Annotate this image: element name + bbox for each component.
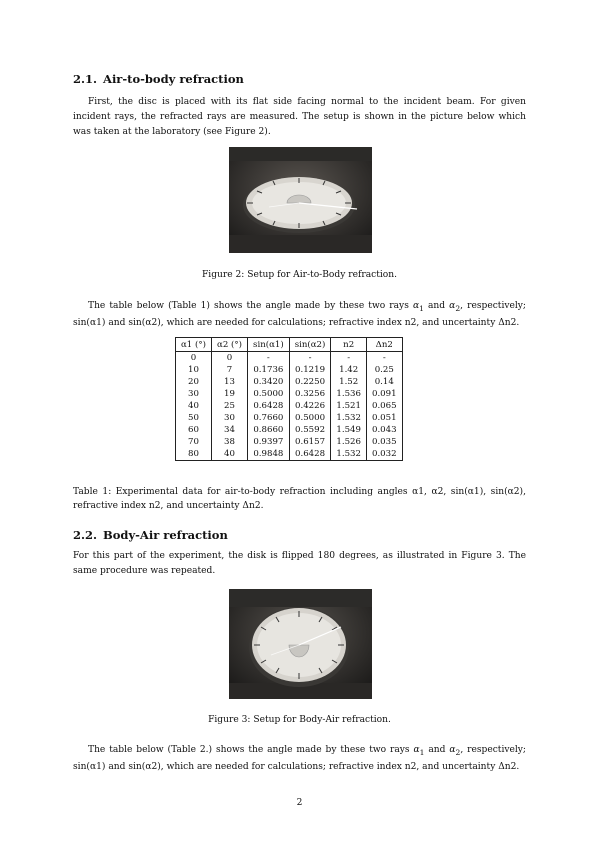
- header-cell: α1 (°): [176, 338, 212, 352]
- table-cell: 0.5000: [289, 412, 331, 424]
- table-cell: 10: [176, 364, 212, 376]
- table-cell: 7: [212, 364, 248, 376]
- table-cell: 0.3420: [248, 376, 290, 388]
- figure-2-caption: Figure 2: Setup for Air-to-Body refraction.: [201, 270, 397, 280]
- header-cell: α2 (°): [212, 338, 248, 352]
- table-header-row: [176, 338, 403, 352]
- table-cell: 13: [212, 376, 248, 388]
- table-cell: -: [248, 352, 290, 365]
- table-cell: -: [331, 352, 367, 365]
- page-number: 2: [296, 798, 303, 808]
- header-cell: n2: [331, 338, 367, 352]
- table-cell: 19: [212, 388, 248, 400]
- section-title: Air-to-body refraction: [103, 72, 244, 86]
- lab-setup-image: [229, 589, 372, 699]
- table-cell: 0.6428: [248, 400, 290, 412]
- table-cell: -: [289, 352, 331, 365]
- table-cell: 30: [212, 412, 248, 424]
- table-cell: 0.4226: [289, 400, 331, 412]
- table-cell: 0.7660: [248, 412, 290, 424]
- table-cell: 0.9397: [248, 436, 290, 448]
- table-cell: 0.091: [366, 388, 402, 400]
- figure-3-photo: [229, 589, 372, 699]
- table-row: [176, 400, 403, 412]
- table-1: [175, 337, 403, 461]
- table-cell: 0.14: [366, 376, 402, 388]
- table-cell: 0.051: [366, 412, 402, 424]
- table-cell: 0.5592: [289, 424, 331, 436]
- table-cell: -: [366, 352, 402, 365]
- table-cell: 34: [212, 424, 248, 436]
- table-cell: 80: [176, 448, 212, 461]
- table-cell: 0.5000: [248, 388, 290, 400]
- table-cell: 40: [176, 400, 212, 412]
- table-cell: 0: [212, 352, 248, 365]
- table-cell: 0.032: [366, 448, 402, 461]
- section-heading-2-1: [73, 72, 244, 86]
- table-cell: 0.6428: [289, 448, 331, 461]
- table-cell: 0.043: [366, 424, 402, 436]
- table-cell: 30: [176, 388, 212, 400]
- table-row: [176, 412, 403, 424]
- table-cell: 70: [176, 436, 212, 448]
- table-row: [176, 448, 403, 461]
- figure-2-photo: [229, 147, 372, 253]
- table-cell: 1.549: [331, 424, 367, 436]
- paragraph-table-intro-2-1: The table below (Table 1) shows the angle made by these two rays $\alpha_1$ and $\alpha_2$, respectively; sin(α1) and sin(α2), which are needed for calculations; refractive index n2, and uncertainty Δn2.: [73, 301, 527, 328]
- header-cell: Δn2: [366, 338, 402, 352]
- table-cell: 25: [212, 400, 248, 412]
- paragraph-intro-2-2: For this part of the experiment, the disk is flipped 180 degrees, as illustrated in Figure 3. The same procedure was repeated.: [73, 551, 526, 576]
- table-1-caption: Table 1: Experimental data for air-to-body refraction including angles α1, α2, sin(α1), sin(α2), refractive index n2, and uncertainty Δn2.: [73, 487, 526, 511]
- header-cell: sin(α2): [289, 338, 331, 352]
- figure-3-caption: Figure 3: Setup for Body-Air refraction.: [208, 715, 391, 725]
- table-row: [176, 364, 403, 376]
- table-cell: 0.2250: [289, 376, 331, 388]
- table-cell: 0.25: [366, 364, 402, 376]
- lab-setup-image: [229, 147, 372, 253]
- paragraph-table-intro-2-2: The table below (Table 2.) shows the angle made by these two rays $\alpha_1$ and $\alpha_2$, respectively; sin(α1) and sin(α2), which are needed for calculations; refractive index n2, and uncertainty Δn2.: [73, 745, 526, 772]
- table-row: [176, 424, 403, 436]
- section-title: Body-Air refraction: [103, 528, 228, 542]
- table-cell: 50: [176, 412, 212, 424]
- table-row: [176, 436, 403, 448]
- table-cell: 1.521: [331, 400, 367, 412]
- table-cell: 0: [176, 352, 212, 365]
- table-cell: 1.52: [331, 376, 367, 388]
- header-cell: sin(α1): [248, 338, 290, 352]
- table-cell: 0.6157: [289, 436, 331, 448]
- section-number: 2.2.: [73, 528, 98, 542]
- table-cell: 0.035: [366, 436, 402, 448]
- table-row: [176, 388, 403, 400]
- table-cell: 0.9848: [248, 448, 290, 461]
- table-cell: 38: [212, 436, 248, 448]
- table-cell: 0.065: [366, 400, 402, 412]
- paragraph-intro-2-1: First, the disc is placed with its flat side facing normal to the incident beam. For given incident rays, the refracted rays are measured. The setup is shown in the picture below which was taken at the laboratory (see Figure 2).: [73, 97, 526, 137]
- table-body: [176, 352, 403, 461]
- table-cell: 1.42: [331, 364, 367, 376]
- table-cell: 0.8660: [248, 424, 290, 436]
- table-cell: 1.532: [331, 448, 367, 461]
- table-cell: 20: [176, 376, 212, 388]
- table-cell: 1.532: [331, 412, 367, 424]
- section-number: 2.1.: [73, 72, 98, 86]
- section-heading-2-2: [73, 528, 228, 542]
- table-cell: 0.3256: [289, 388, 331, 400]
- table-cell: 1.526: [331, 436, 367, 448]
- table-cell: 0.1736: [248, 364, 290, 376]
- table-cell: 60: [176, 424, 212, 436]
- table-cell: 40: [212, 448, 248, 461]
- table-cell: 1.536: [331, 388, 367, 400]
- table-row: [176, 352, 403, 365]
- table-cell: 0.1219: [289, 364, 331, 376]
- table-row: [176, 376, 403, 388]
